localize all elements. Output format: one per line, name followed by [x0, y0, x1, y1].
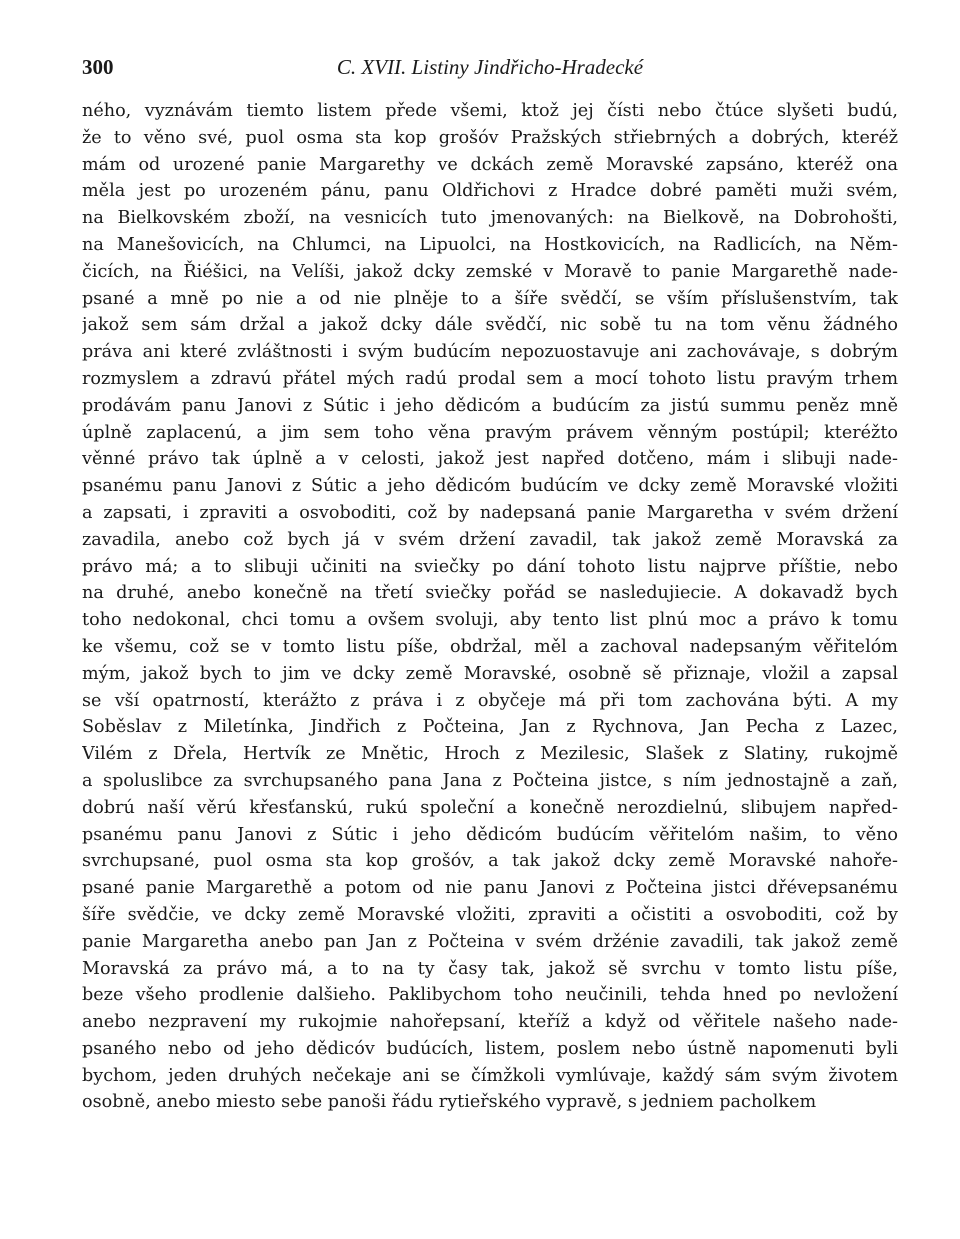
text-line: ke všemu, což se v tomto listu píše, obdržal, měl a zachoval nadepsaným věřitelóm: [82, 636, 898, 657]
text-line: se vší opatrností, kterážto z práva i z obyčeje má při tom zachována býti. A my: [82, 690, 898, 711]
text-line: na Bielkovském zboží, na vesnicích tuto jmenovaných: na Bielkově, na Dobrohošti,: [82, 208, 898, 229]
text-line: zavadila, anebo což bych já v svém držení zavadil, tak jakož země Moravská za: [82, 529, 898, 550]
text-line: právo má; a to slibuji učiniti na sviečky po dání tohoto listu najprve příštie, nebo: [82, 556, 898, 577]
body-text: [82, 98, 898, 1116]
text-line: psanému panu Janovi z Sútic a jeho dědicóm budúcím ve dcky země Moravské vložiti: [82, 476, 898, 497]
text-line: beze všeho prodlenie dalšieho. Paklibychom toho neučinili, tehda hned po nevložení: [82, 985, 898, 1006]
text-line: na Manešovicích, na Chlumci, na Lipuolci, na Hostkovicích, na Radlicích, na Něm-: [82, 234, 898, 255]
text-line: svrchupsané, puol osma sta kop grošóv, a tak jakož dcky země Moravské nahoře-: [82, 851, 898, 872]
text-line: psané a mně po nie a od nie plněje to a šíře svědčí, se vším příslušenstvím, tak: [82, 288, 898, 309]
text-line: prodávám panu Janovi z Sútic i jeho dědicóm a budúcím za jistú summu peněz mně: [82, 395, 898, 416]
text-line: mým, jakož bych to jim ve dcky země Moravské, osobně sě přiznaje, vložil a zapsal: [82, 663, 898, 684]
text-line: práva ani které zvláštnosti i svým budúcím nepozuostavuje ani zachovávaje, s dobrým: [82, 342, 898, 363]
text-line: a zapsati, i zpraviti a osvoboditi, což by nadepsaná panie Margaretha v svém držení: [82, 502, 898, 523]
text-line: Vilém z Dřela, Hertvík ze Mnětic, Hroch z Mezilesic, Slašek z Slatiny, rukojmě: [82, 744, 898, 765]
text-line: rozmyslem a zdravú přátel mých radú prodal sem a mocí tohoto listu pravým trhem: [82, 368, 898, 389]
text-line: dobrú naší věrú křesťanskú, rukú společní a konečně nerozdielnú, slibujem napřed-: [82, 797, 898, 818]
text-line: psané panie Margarethě a potom od nie panu Janovi z Počteina jistci dřévepsanému: [82, 878, 898, 899]
text-line: čicích, na Řiéšici, na Velíši, jakož dcky zemské v Moravě to panie Margarethě nade-: [82, 261, 898, 282]
text-line: osobně, anebo miesto sebe panoši řádu rytieřského vypravě, s jedniem pacholkem: [82, 1092, 817, 1113]
text-line: ného, vyznávám tiemto listem přede všemi, ktož jej čísti nebo čtúce slyšeti budú,: [82, 101, 898, 121]
text-line: psaného nebo od jeho dědicóv budúcích, listem, poslem nebo ústně napomenuti byli: [82, 1038, 898, 1059]
text-line: anebo nezpravení my rukojmie nahořepsaní, kteříž a když od věřitele našeho nade-: [82, 1012, 898, 1033]
text-line: šíře svědčie, ve dcky země Moravské vložiti, zpraviti a očistiti a osvoboditi, což by: [82, 904, 898, 925]
running-head: [82, 52, 898, 82]
text-line: bychom, jeden druhých nečekaje ani se čímžkoli vymlúvaje, každý sám svým životem: [82, 1065, 898, 1086]
text-line: mám od urozené panie Margarethy ve dckách země Moravské zapsáno, kteréž ona: [82, 154, 898, 175]
text-line: na druhé, anebo konečně na třetí sviečky pořád se nasledujiecie. A dokavadž bych: [82, 583, 898, 604]
text-line: měla jest po urozeném pánu, panu Oldřichovi z Hradce dobré paměti muži svém,: [82, 181, 898, 202]
text-line: psanému panu Janovi z Sútic i jeho dědicóm budúcím věřitelóm našim, to věno: [82, 824, 898, 845]
text-line: Moravská za právo má, a to na ty časy tak, jakož sě svrchu v tomto listu píše,: [82, 958, 898, 979]
running-head-title: C. XVII. Listiny Jindřicho-Hradecké: [336, 55, 644, 79]
text-line: věnné právo tak úplně a v celosti, jakož jest napřed dotčeno, mám i slibuji nade-: [82, 449, 898, 470]
text-line: Soběslav z Miletínka, Jindřich z Počteina, Jan z Rychnova, Jan Pecha z Lazec,: [82, 717, 898, 738]
text-line: a spoluslibce za svrchupsaného pana Jana z Počteina jistce, s ním jednostajně a zaň,: [82, 770, 898, 791]
text-line: jakož sem sám držal a jakož dcky dále svědčí, nic sobě tu na tom věnu žádného: [82, 315, 898, 336]
text-line: toho nedokonal, chci tomu a ovšem svoluji, aby tento list plnú moc a právo k tomu: [82, 610, 898, 631]
text-line: úplně zaplacenú, a jim sem toho věna pravým právem věnným postúpil; kteréžto: [82, 422, 898, 443]
page-number: 300: [82, 55, 114, 79]
text-line: panie Margaretha anebo pan Jan z Počteina v svém držénie zavadili, tak jakož země: [82, 931, 898, 952]
text-line: že to věno své, puol osma sta kop grošóv Pražských střiebrných a dobrých, kteréž: [82, 127, 898, 148]
